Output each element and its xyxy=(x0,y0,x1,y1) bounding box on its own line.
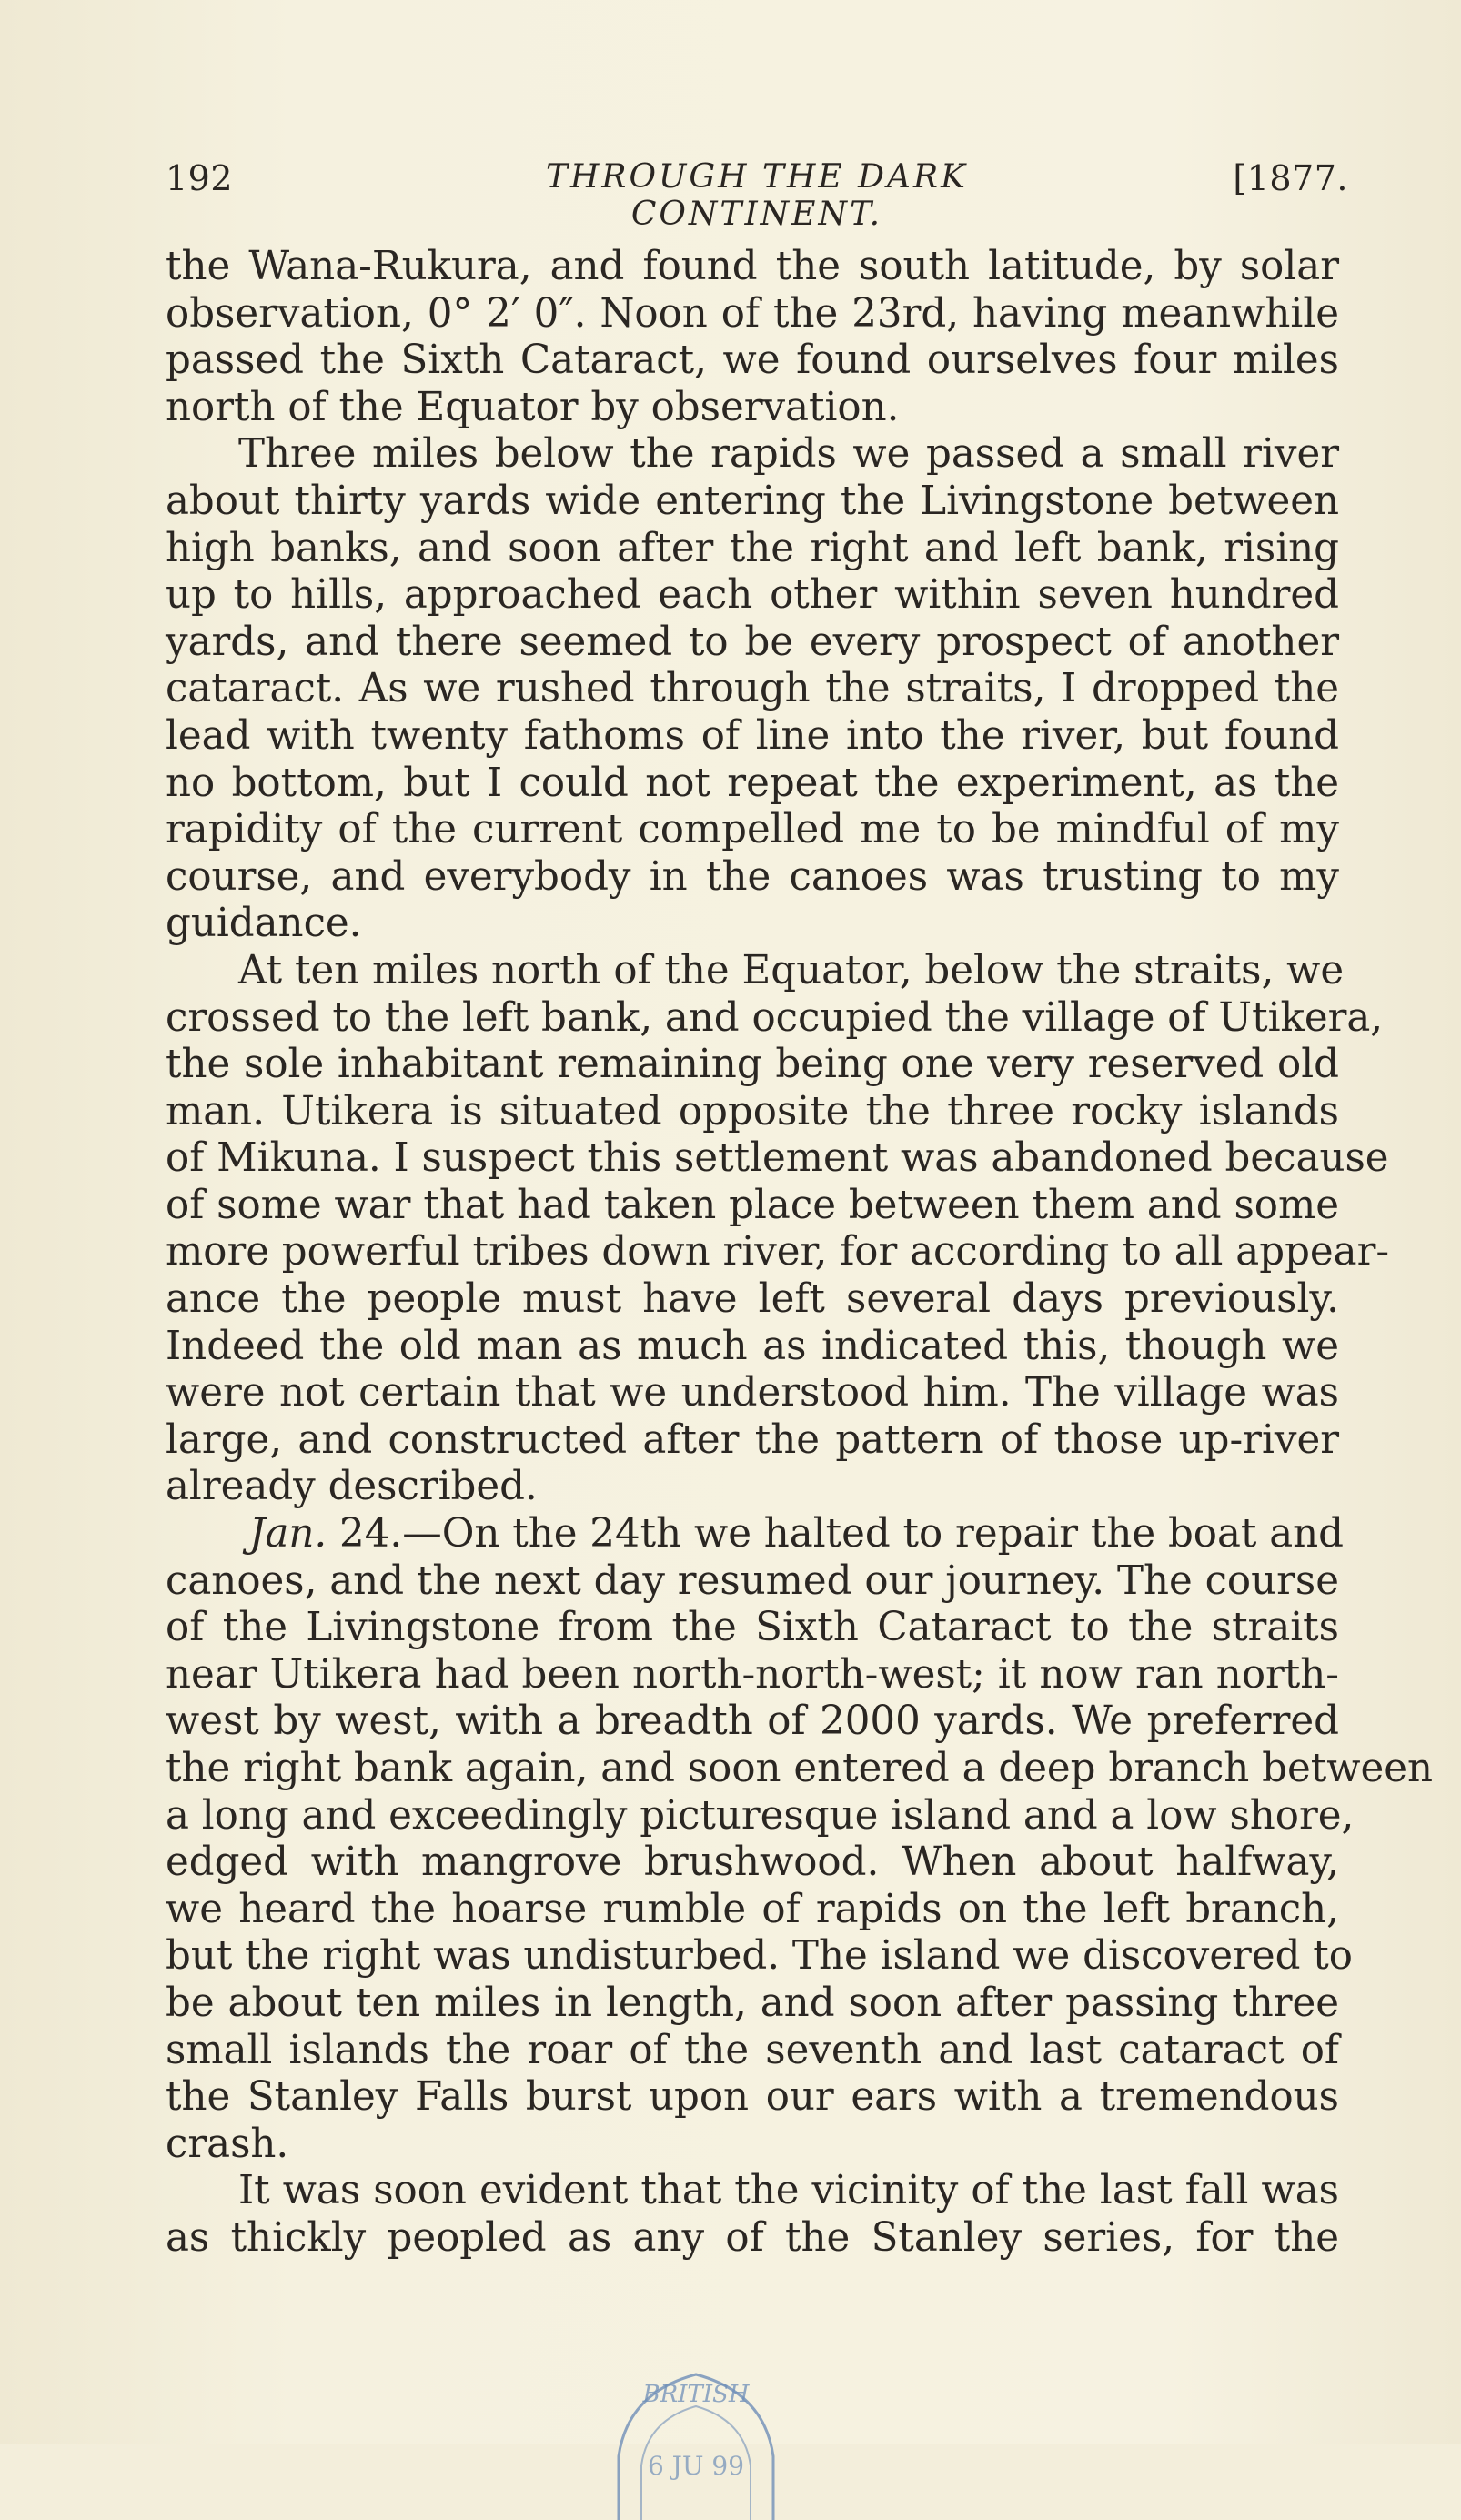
body-text xyxy=(166,244,1433,2263)
page-number: 192 xyxy=(166,158,234,198)
text-line: ance the people must have left several days previously. xyxy=(166,1276,1339,1323)
text-line: as thickly peopled as any of the Stanley series, for the xyxy=(166,2214,1339,2261)
text-line: already described. xyxy=(166,1464,538,1510)
text-line: the right bank again, and soon entered a deep branch between xyxy=(166,1746,1433,1791)
text-line: were not certain that we understood him. The village was xyxy=(166,1370,1339,1416)
text-line: the Stanley Falls burst upon our ears with a tremendous xyxy=(166,2074,1339,2121)
text-line: canoes, and the next day resumed our journey. The course xyxy=(166,1557,1339,1604)
text-line: At ten miles north of the Equator, below the straits, we xyxy=(238,947,1345,993)
text-line: It was soon evident that the vicinity of the last fall was xyxy=(238,2168,1339,2214)
text-line: we heard the hoarse rumble of rapids on the left branch, xyxy=(166,1886,1339,1932)
text-line: small islands the roar of the seventh and last cataract of xyxy=(166,2027,1339,2073)
text-line: passed the Sixth Cataract, we found ourselves four miles xyxy=(166,338,1339,384)
running-title: THROUGH THE DARK CONTINENT. xyxy=(546,158,968,233)
text-line: high banks, and soon after the right and left bank, rising xyxy=(166,525,1339,571)
library-stamp xyxy=(591,2338,801,2520)
text-line: Three miles below the rapids we passed a small river xyxy=(238,431,1339,478)
text-line: rapidity of the current compelled me to be mindful of my xyxy=(166,807,1339,853)
text-line: course, and everybody in the canoes was trusting to my xyxy=(166,853,1339,900)
text-line: no bottom, but I could not repeat the experiment, as the xyxy=(166,760,1339,806)
text-line: north of the Equator by observation. xyxy=(166,384,900,430)
text-line: be about ten miles in length, and soon after passing three xyxy=(166,1980,1339,2026)
text-line xyxy=(166,1511,1345,1558)
line-text: 24.—On the 24th we halted to repair the boat and xyxy=(339,1511,1345,1557)
text-line: crash. xyxy=(166,2121,289,2167)
text-line: more powerful tribes down river, for according to all appear- xyxy=(166,1229,1390,1275)
text-line: the Wana-Rukura, and found the south latitude, by solar xyxy=(166,244,1339,289)
text-line: cataract. As we rushed through the straits, I dropped the xyxy=(166,666,1339,712)
header-year: [1877. xyxy=(1233,158,1348,198)
text-line: man. Utikera is situated opposite the three rocky islands xyxy=(166,1088,1339,1134)
text-line: west by west, with a breadth of 2000 yards. We preferred xyxy=(166,1698,1339,1745)
text-line: up to hills, approached each other within seven hundred xyxy=(166,572,1339,619)
text-line: of some war that had taken place between them and some xyxy=(166,1182,1339,1228)
date-label: Jan. xyxy=(249,1511,327,1557)
text-line: but the right was undisturbed. The island we discovered to xyxy=(166,1933,1353,1980)
text-line: observation, 0° 2′ 0″. Noon of the 23rd, having meanwhile xyxy=(166,290,1339,337)
text-line: edged with mangrove brushwood. When about halfway, xyxy=(166,1840,1339,1886)
stamp-bottom-text: 6 JU 99 xyxy=(647,2451,745,2481)
stamp-top-text: BRITISH xyxy=(642,2381,750,2408)
text-line: near Utikera had been north-north-west; it now ran north- xyxy=(166,1651,1339,1698)
text-line: a long and exceedingly picturesque island and a low shore, xyxy=(166,1792,1355,1839)
text-line: lead with twenty fathoms of line into the river, but found xyxy=(166,712,1339,759)
text-line: crossed to the left bank, and occupied the village of Utikera, xyxy=(166,994,1384,1041)
text-line: guidance. xyxy=(166,901,362,947)
running-header xyxy=(166,155,1348,233)
text-line: the sole inhabitant remaining being one very reserved old xyxy=(166,1042,1339,1088)
text-line: about thirty yards wide entering the Livingstone between xyxy=(166,478,1339,524)
text-line: of Mikuna. I suspect this settlement was abandoned because xyxy=(166,1135,1389,1182)
text-line: of the Livingstone from the Sixth Cataract to the straits xyxy=(166,1605,1339,1651)
text-line: yards, and there seemed to be every prospect of another xyxy=(166,619,1339,665)
text-line: large, and constructed after the pattern of those up-river xyxy=(166,1416,1339,1463)
text-line: Indeed the old man as much as indicated this, though we xyxy=(166,1323,1339,1369)
